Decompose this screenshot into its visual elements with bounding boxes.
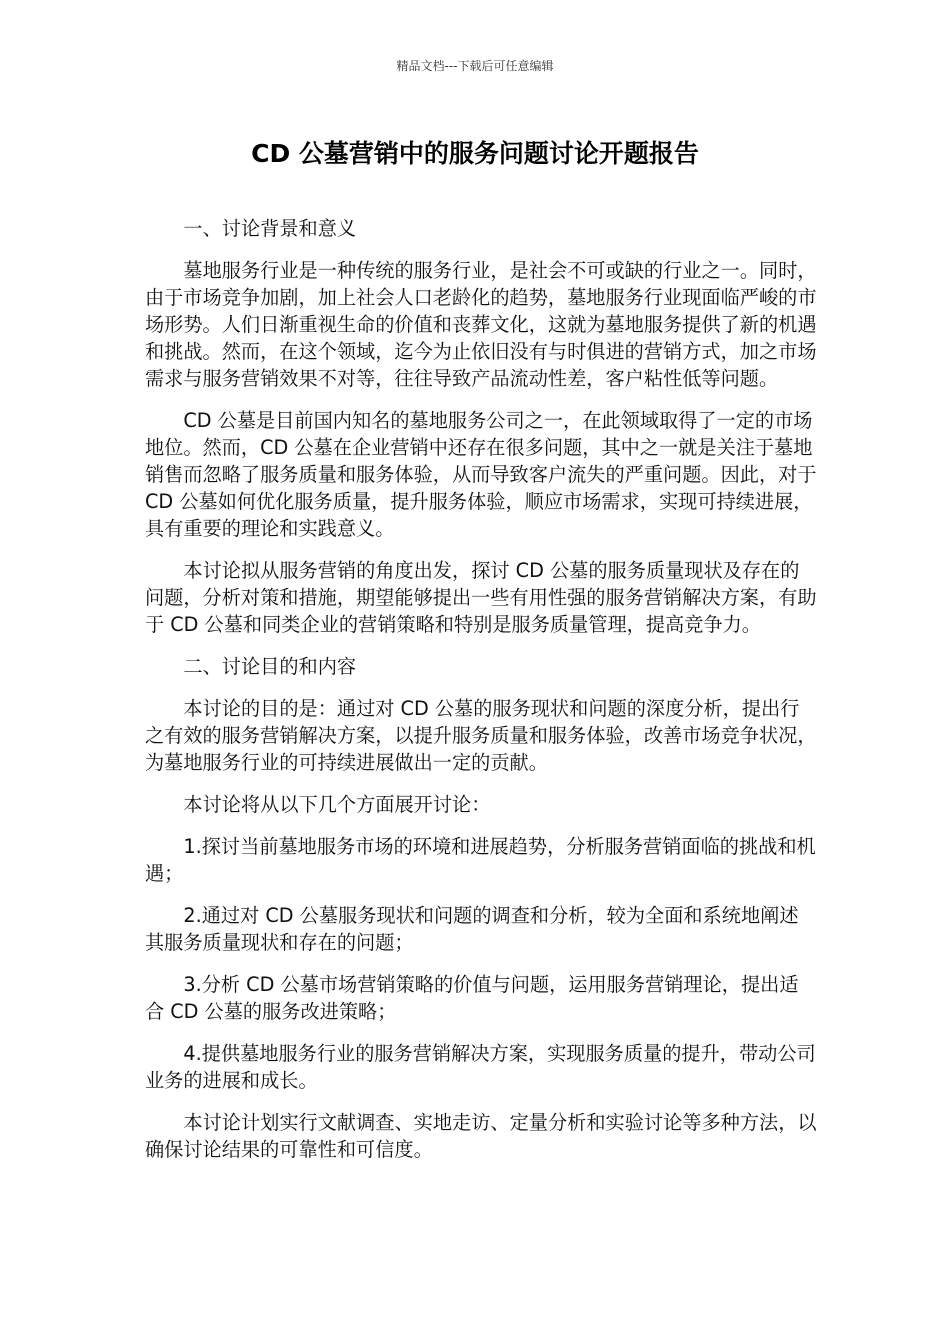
paragraph-background-2: CD 公墓是目前国内知名的墓地服务公司之一，在此领域取得了一定的市场地位。然而，CD 公墓在企业营销中还存在很多问题，其中之一就是关注于墓地销售而忽略了服务质量和服务体验，从而导致客户流失的严重问题。因此，对于 CD 公墓如何优化服务质量，提升服务体验，顺应市场需求，实现可持续进展，具有重要的理论和实践意义。 xyxy=(145,409,817,540)
paragraph-purpose: 本讨论的目的是：通过对 CD 公墓的服务现状和问题的深度分析，提出行之有效的服务营销解决方案，以提升服务质量和服务体验，改善市场竞争状况，为墓地服务行业的可持续进展做出一定的贡献。 xyxy=(145,697,817,774)
section-heading-purpose: 二、讨论目的和内容 xyxy=(183,655,357,678)
paragraph-aspects-intro: 本讨论将从以下几个方面展开讨论： xyxy=(183,793,491,816)
paragraph-background-3: 本讨论拟从服务营销的角度出发，探讨 CD 公墓的服务质量现状及存在的问题，分析对策和措施，期望能够提出一些有用性强的服务营销解决方案，有助于 CD 公墓和同类企业的营销策略和特别是服务质量管理，提高竞争力。 xyxy=(145,559,817,636)
paragraph-methods: 本讨论计划实行文献调查、实地走访、定量分析和实验讨论等多种方法，以确保讨论结果的可靠性和可信度。 xyxy=(145,1111,817,1161)
list-item-aspect-1: 1.探讨当前墓地服务市场的环境和进展趋势，分析服务营销面临的挑战和机遇； xyxy=(145,835,816,885)
paragraph-background-1: 墓地服务行业是一种传统的服务行业，是社会不可或缺的行业之一。同时，由于市场竞争加剧，加上社会人口老龄化的趋势，墓地服务行业现面临严峻的市场形势。人们日渐重视生命的价值和丧葬文化，这就为墓地服务提供了新的机遇和挑战。然而，在这个领域，迄今为止依旧没有与时俱进的营销方式，加之市场需求与服务营销效果不对等，往往导致产品流动性差，客户粘性低等问题。 xyxy=(145,259,817,390)
list-item-aspect-4: 4.提供墓地服务行业的服务营销解决方案，实现服务质量的提升，带动公司业务的进展和成长。 xyxy=(145,1042,816,1092)
list-item-aspect-3: 3.分析 CD 公墓市场营销策略的价值与问题，运用服务营销理论，提出适合 CD 公墓的服务改进策略； xyxy=(145,973,799,1023)
header-note: 精品文档---下载后可任意编辑 xyxy=(396,59,554,73)
list-item-aspect-2: 2.通过对 CD 公墓服务现状和问题的调查和分析，较为全面和系统地阐述其服务质量现状和存在的问题； xyxy=(145,904,799,954)
section-heading-background: 一、讨论背景和意义 xyxy=(183,217,357,240)
document-body xyxy=(145,215,817,1178)
document-title: CD 公墓营销中的服务问题讨论开题报告 xyxy=(251,139,699,168)
